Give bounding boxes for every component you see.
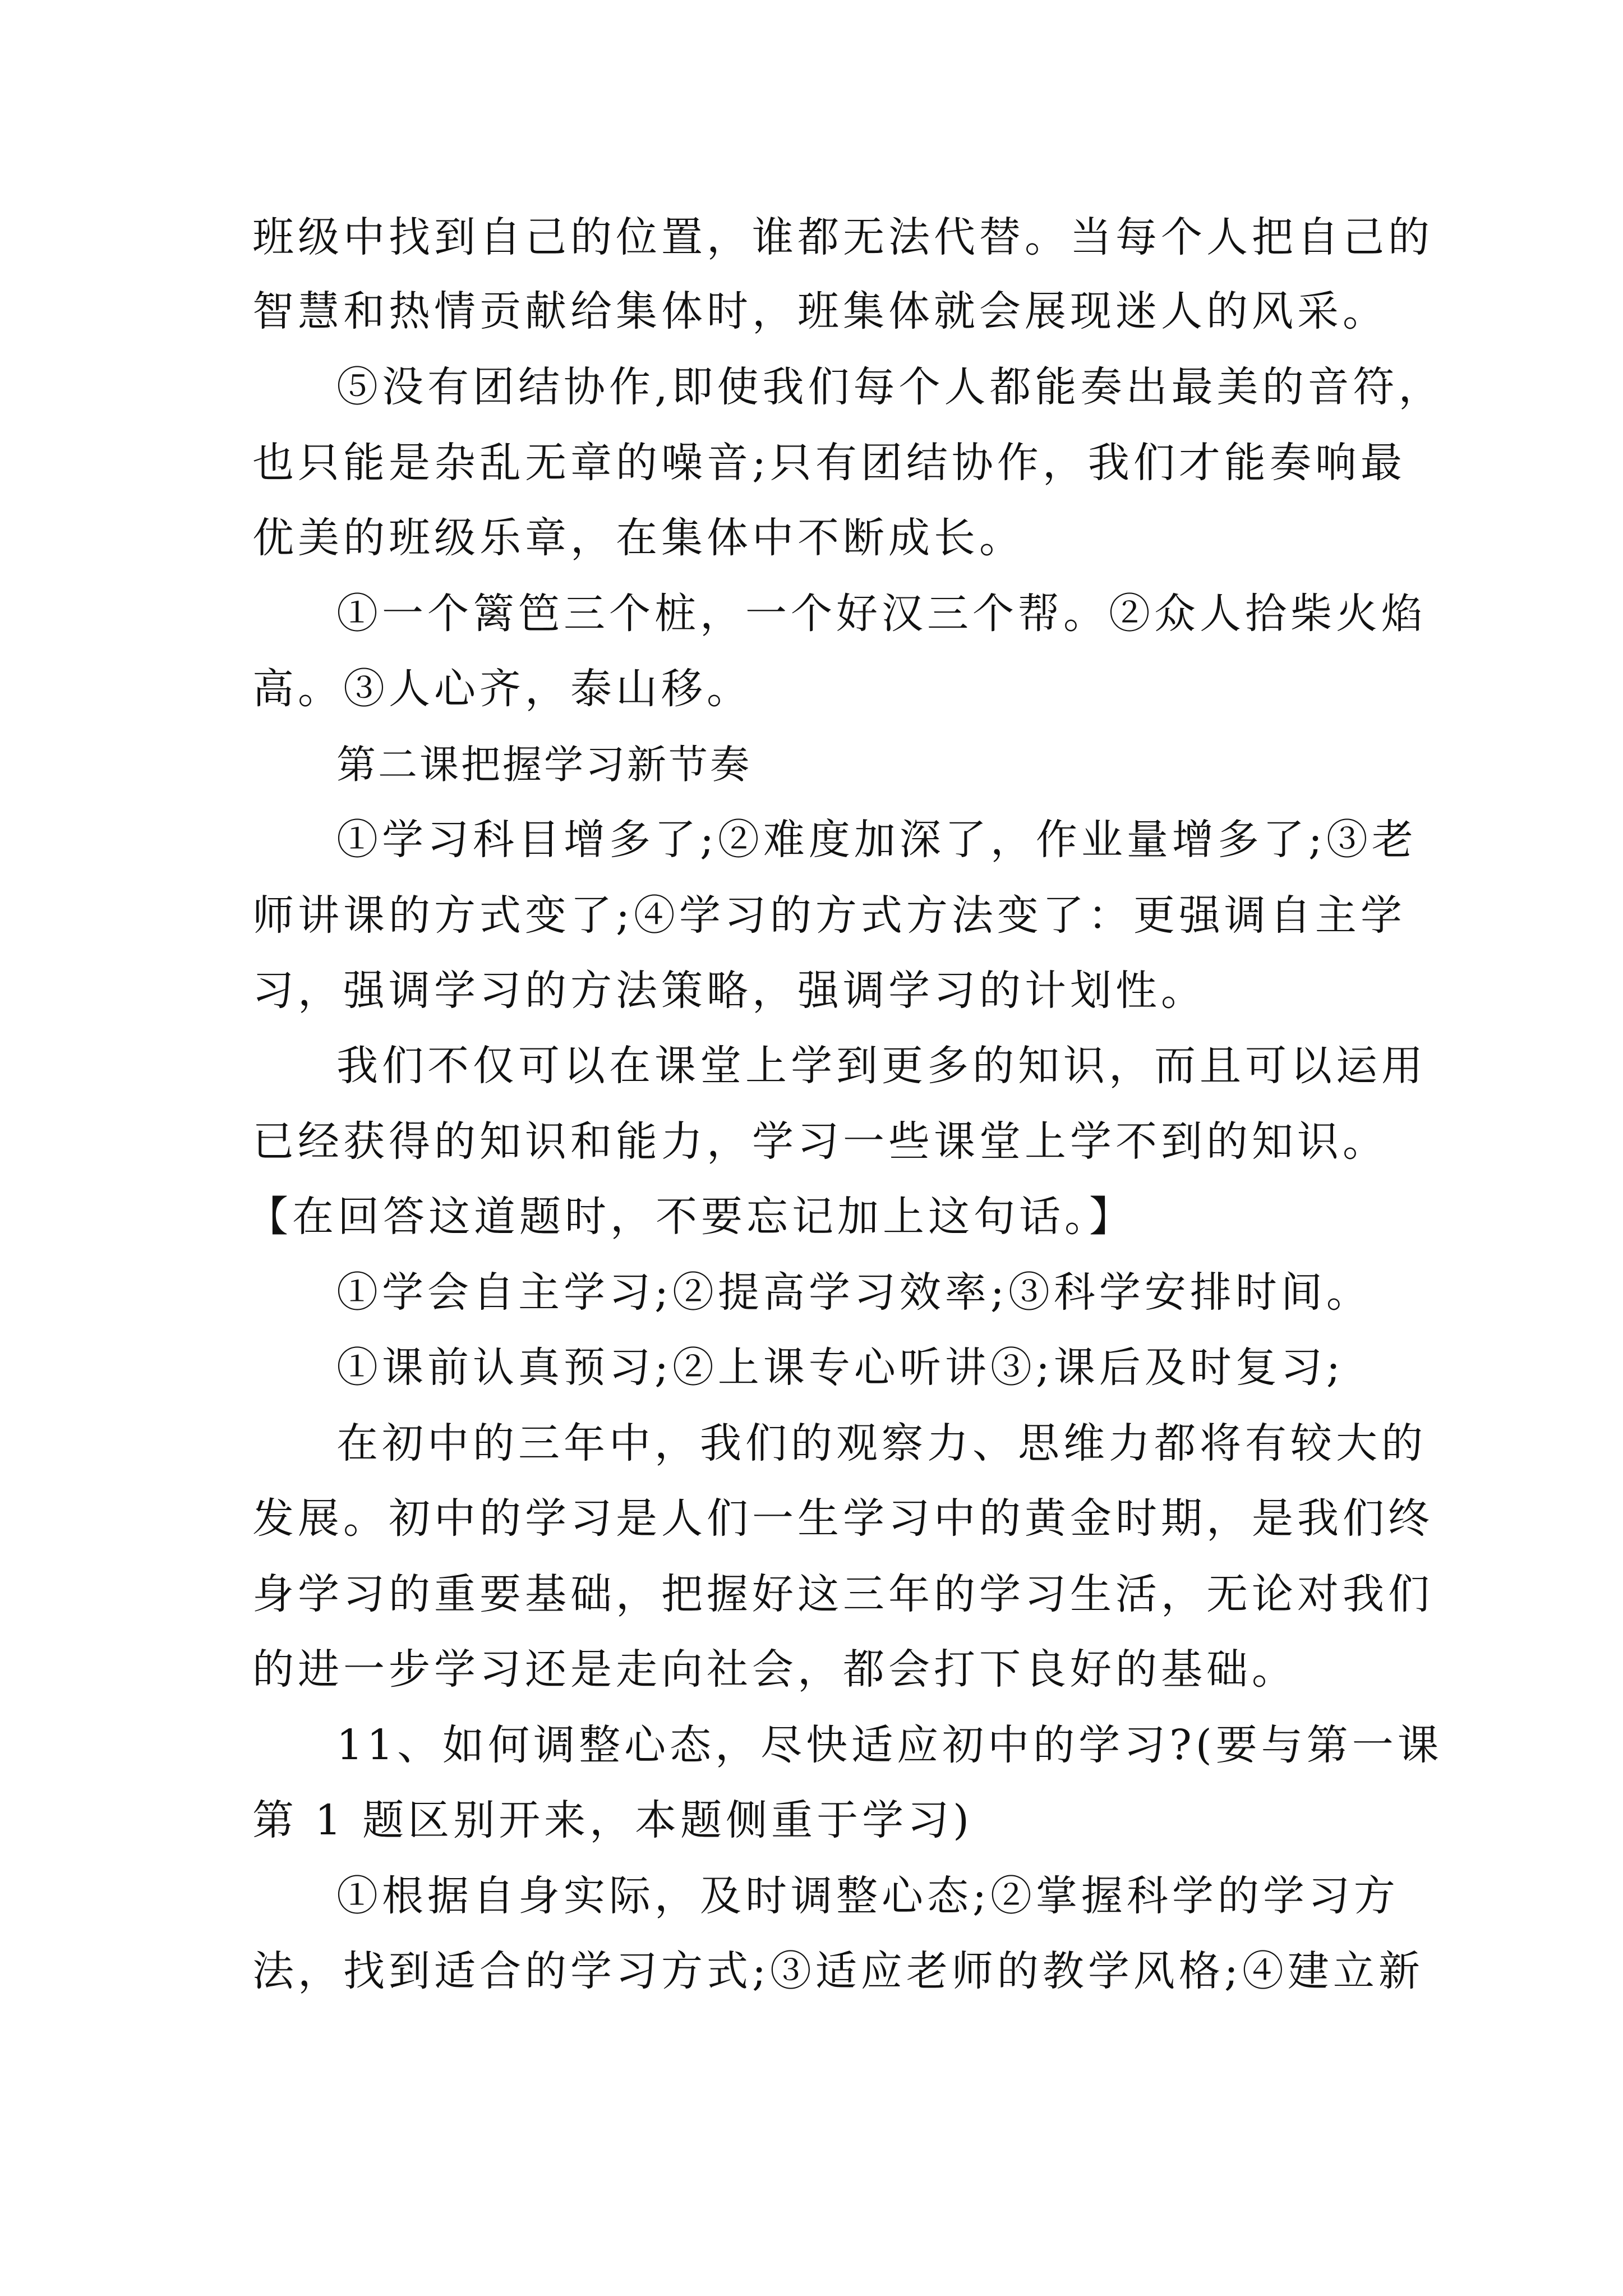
text-line: ⑤没有团结协作,即使我们每个人都能奏出最美的音符，: [336, 363, 1444, 411]
text-line: ①一个篱笆三个桩，一个好汉三个帮。②众人拾柴火焰: [336, 590, 1427, 638]
text-line: 身学习的重要基础，把握好这三年的学习生活，无论对我们: [252, 1570, 1433, 1618]
text-line: ①根据自身实际，及时调整心态;②掌握科学的学习方: [336, 1872, 1399, 1920]
text-line: 法，找到适合的学习方式;③适应老师的教学风格;④建立新: [252, 1947, 1424, 1995]
text-line: 智慧和热情贡献给集体时，班集体就会展现迷人的风采。: [252, 287, 1388, 335]
text-line: 我们不仅可以在课堂上学到更多的知识，而且可以运用: [336, 1042, 1427, 1090]
text-line: ①课前认真预习;②上课专心听讲③;课后及时复习;: [336, 1343, 1344, 1392]
text-line: 第 1 题区别开来，本题侧重于学习): [252, 1796, 973, 1844]
text-line: 优美的班级乐章，在集体中不断成长。: [252, 514, 1025, 562]
text-line: 班级中找到自己的位置，谁都无法代替。当每个人把自己的: [252, 213, 1433, 261]
text-line: 【在回答这道题时，不要忘记加上这句话。】: [247, 1193, 1135, 1241]
text-line: 11、如何调整心态，尽快适应初中的学习?(要与第一课: [336, 1721, 1443, 1769]
section-heading: 第二课把握学习新节奏: [336, 742, 751, 788]
text-line: ①学会自主学习;②提高学习效率;③科学安排时间。: [336, 1268, 1372, 1317]
text-line: 习，强调学习的方法策略，强调学习的计划性。: [252, 967, 1206, 1015]
text-line: 高。③人心齐，泰山移。: [252, 665, 752, 713]
text-line: 发展。初中的学习是人们一生学习中的黄金时期，是我们终: [252, 1494, 1433, 1543]
text-line: ①学习科目增多了;②难度加深了，作业量增多了;③老: [336, 816, 1417, 864]
text-line: 师讲课的方式变了;④学习的方式方法变了：更强调自主学: [252, 891, 1406, 940]
text-line: 已经获得的知识和能力，学习一些课堂上学不到的知识。: [252, 1117, 1388, 1166]
text-line: 也只能是杂乱无章的噪音;只有团结协作，我们才能奏响最: [252, 439, 1406, 487]
text-line: 在初中的三年中，我们的观察力、思维力都将有较大的: [336, 1419, 1427, 1467]
text-line: 的进一步学习还是走向社会，都会打下良好的基础。: [252, 1645, 1297, 1694]
